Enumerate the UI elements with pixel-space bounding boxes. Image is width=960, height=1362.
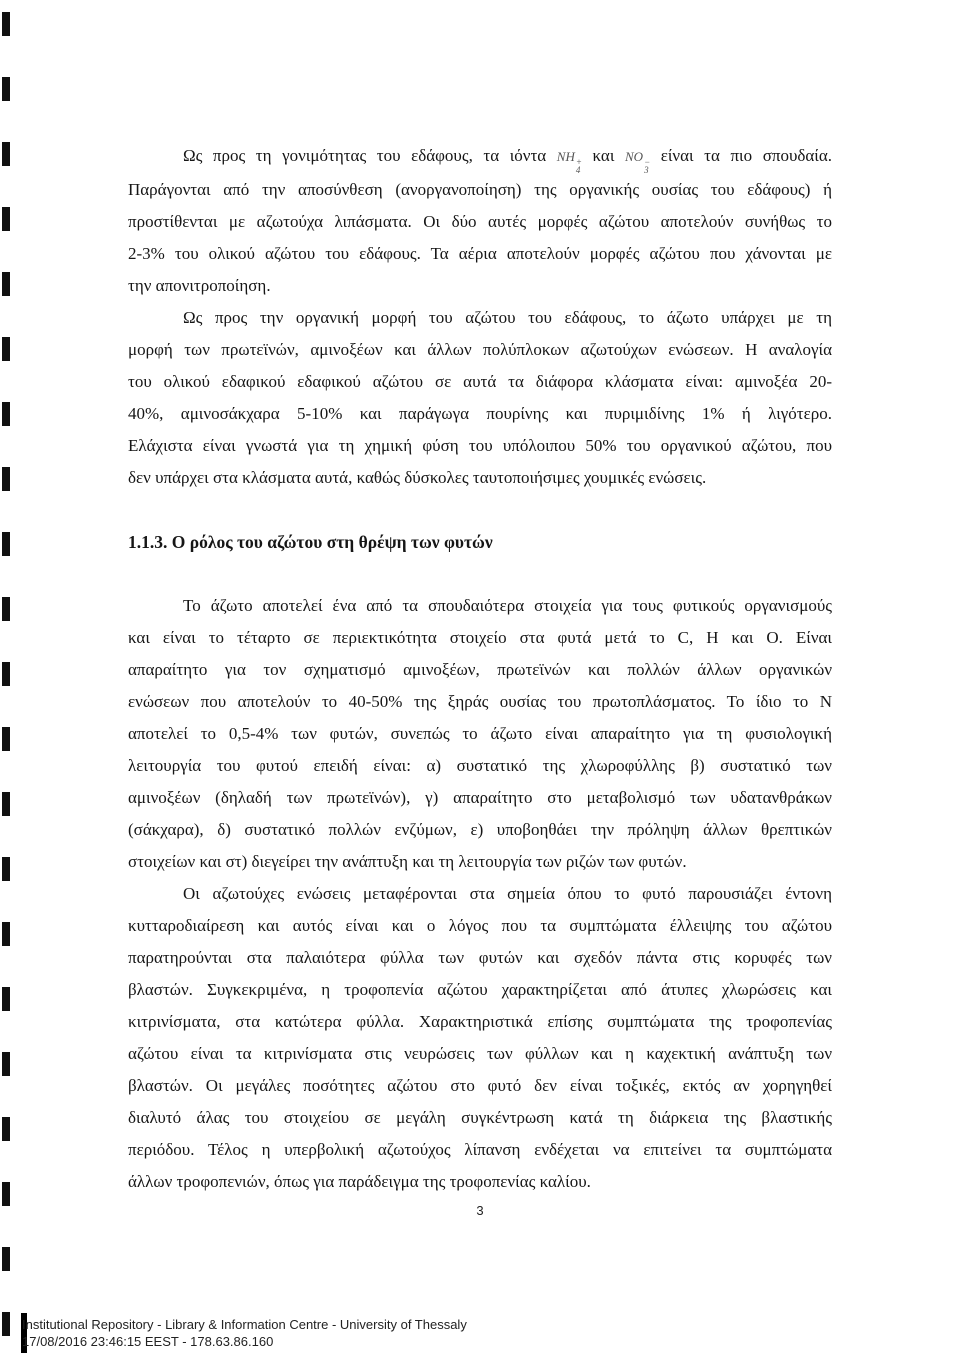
binding-mark (2, 402, 10, 426)
binding-mark (2, 1182, 10, 1206)
paragraph-line: άλλων τροφοπενιών, όπως για παράδειγμα της τροφοπενίας καλίου. (128, 1172, 591, 1191)
binding-mark (2, 1312, 10, 1336)
paragraph-line: περιόδου. Τέλος η υπερβολική αζωτούχος λίπανση ενδέχεται να επιτείνει τα συμπτώματα (128, 1140, 832, 1159)
paragraph-line: δεν υπάρχει στα κλάσματα αυτά, καθώς δύσκολες ταυτοποιήσιμες χουμικές ενώσεις. (128, 468, 707, 487)
paragraph-line: Το άζωτο αποτελεί ένα από τα σπουδαιότερα στοιχεία για τους φυτικούς οργανισμούς (183, 596, 832, 615)
paragraph-line: κιτρινίσματα, στα κατώτερα φύλλα. Χαρακτηριστικά επίσης συμπτώματα της τροφοπενίας (128, 1012, 832, 1031)
ion-scripts (644, 158, 650, 174)
binding-mark (2, 597, 10, 621)
paragraph-line: Παράγονται από την αποσύνθεση (ανοργανοποίηση) της οργανικής ουσίας του εδάφους) ή (128, 180, 832, 199)
paragraph-line: απαραίτητο για τον σχηματισμό αμινοξέων, πρωτεϊνών και πολλών άλλων οργανικών (128, 660, 832, 679)
paragraph-line: κυτταροδιαίρεση και αυτός είναι και ο λόγος που τα συμπτώματα έλλειψης του αζώτου (128, 916, 832, 935)
binding-mark (2, 207, 10, 231)
ion-base: NO (625, 149, 644, 164)
paragraph-line: 40%, αμινοσάκχαρα 5-10% και παράγωγα πουρίνης και πυριμιδίνης 1% ή λιγότερο. (128, 404, 832, 423)
paragraph-line: διαλυτό άλας του στοιχείου σε μεγάλη συγκέντρωση κατά τη διάρκεια της βλαστικής (128, 1108, 832, 1127)
ion-charge: − (644, 157, 651, 167)
paragraph-4 (128, 878, 832, 1198)
line-text: είναι τα πιο σπουδαία. (660, 146, 833, 165)
line-text: Ως προς τη γονιμότητας του εδάφους, τα ιόντα (183, 146, 547, 165)
binding-mark (2, 272, 10, 296)
page-number: 3 (476, 1203, 484, 1218)
binding-mark (2, 142, 10, 166)
paragraph-1 (128, 140, 832, 302)
paragraph-line: Οι αζωτούχες ενώσεις μεταφέρονται στα σημεία όπου το φυτό παρουσιάζει έντονη (183, 884, 832, 903)
binding-mark (2, 1117, 10, 1141)
paragraph-line: βλαστών. Οι μεγάλες ποσότητες αζώτου στο φυτό δεν είναι τοξικές, εκτός αν χορηγηθεί (128, 1076, 832, 1095)
paragraph-line: αζώτου είναι τα κιτρινίσματα στις νευρώσεις των φύλλων και η καχεκτική ανάπτυξη των (128, 1044, 832, 1063)
ion-base: NH (556, 149, 575, 164)
binding-mark (2, 77, 10, 101)
paragraph-line: (σάκχαρα), δ) συστατικό πολλών ενζύμων, ε) υποβοηθάει την πρόληψη άλλων θρεπτικών (128, 820, 832, 839)
binding-mark (2, 1247, 10, 1271)
paragraph-3 (128, 590, 832, 878)
line-text: και (592, 146, 615, 165)
binding-mark (2, 792, 10, 816)
paragraph-line: στοιχείων και στ) διεγείρει την ανάπτυξη και τη λειτουργία των ριζών των φυτών. (128, 852, 687, 871)
paragraph-line: παρατηρούνται στα παλαιότερα φύλλα των φυτών και σχεδόν πάντα στις κορυφές των (128, 948, 832, 967)
paragraph-line: βλαστών. Συγκεκριμένα, η τροφοπενία αζώτου χαρακτηρίζεται από άτυπες χλωρώσεις και (128, 980, 832, 999)
ammonium-ion-formula (556, 149, 582, 175)
ion-subscript: 3 (644, 165, 649, 175)
binding-mark (2, 662, 10, 686)
binding-mark (2, 12, 10, 36)
document-body (128, 140, 832, 1198)
nitrate-ion-formula (625, 149, 651, 175)
binding-mark (2, 532, 10, 556)
binding-marks (0, 0, 14, 1362)
paragraph-line: την απονιτροποίηση. (128, 276, 271, 295)
ion-scripts (576, 158, 582, 174)
repository-footer (22, 1316, 467, 1350)
binding-mark (2, 922, 10, 946)
paragraph-line: Ελάχιστα είναι γνωστά για τη χημική φύση του υπόλοιπου 50% του οργανικού αζώτου, που (128, 436, 832, 455)
paragraph-line: Ως προς την οργανική μορφή του αζώτου του εδάφους, το άζωτο υπάρχει με τη (183, 308, 832, 327)
section-heading: 1.1.3. Ο ρόλος του αζώτου στη θρέψη των φυτών (128, 532, 493, 552)
paragraph-line: προστίθενται με αζωτούχα λιπάσματα. Οι δύο αυτές μορφές αζώτου αποτελούν συνήθως το (128, 212, 832, 231)
binding-mark (2, 987, 10, 1011)
binding-mark (2, 857, 10, 881)
binding-mark (2, 727, 10, 751)
footer-repository-line: Institutional Repository - Library & Information Centre - University of Thessaly (22, 1317, 467, 1332)
footer-timestamp-line: 17/08/2016 23:46:15 EEST - 178.63.86.160 (22, 1334, 274, 1349)
paragraph-line: του ολικού εδαφικού εδαφικού αζώτου σε αυτά τα διάφορα κλάσματα είναι: αμινοξέα 20- (128, 372, 832, 391)
paragraph-line: μορφή των πρωτεϊνών, αμινοξέων και άλλων πολύπλοκων αζωτούχων ενώσεων. Η αναλογία (128, 340, 832, 359)
paragraph-line: αμινοξέων (δηλαδή των πρωτεϊνών), γ) απαραίτητο στο μεταβολισμό των υδατανθράκων (128, 788, 832, 807)
paragraph-2 (128, 302, 832, 494)
paragraph-line: και είναι το τέταρτο σε περιεκτικότητα στοιχείο στα φυτά μετά το C, H και O. Είναι (128, 628, 832, 647)
paragraph-line: λειτουργία του φυτού επειδή είναι: α) συστατικό της χλωροφύλλης β) συστατικό των (128, 756, 832, 775)
binding-mark (2, 1052, 10, 1076)
paragraph-line: αποτελεί το 0,5-4% των φυτών, συνεπώς το άζωτο είναι απαραίτητο για τη φυσιολογική (128, 724, 832, 743)
ion-charge: + (575, 157, 582, 167)
binding-mark (2, 337, 10, 361)
binding-mark (2, 467, 10, 491)
paragraph-line: ενώσεων που αποτελούν το 40-50% της ξηράς ουσίας του πρωτοπλάσματος. Το ίδιο το N (128, 692, 832, 711)
paragraph-line: 2-3% του ολικού αζώτου του εδάφους. Τα αέρια αποτελούν μορφές αζώτου που χάνονται με (128, 244, 832, 263)
paragraph-line (128, 140, 832, 174)
ion-subscript: 4 (575, 165, 581, 175)
